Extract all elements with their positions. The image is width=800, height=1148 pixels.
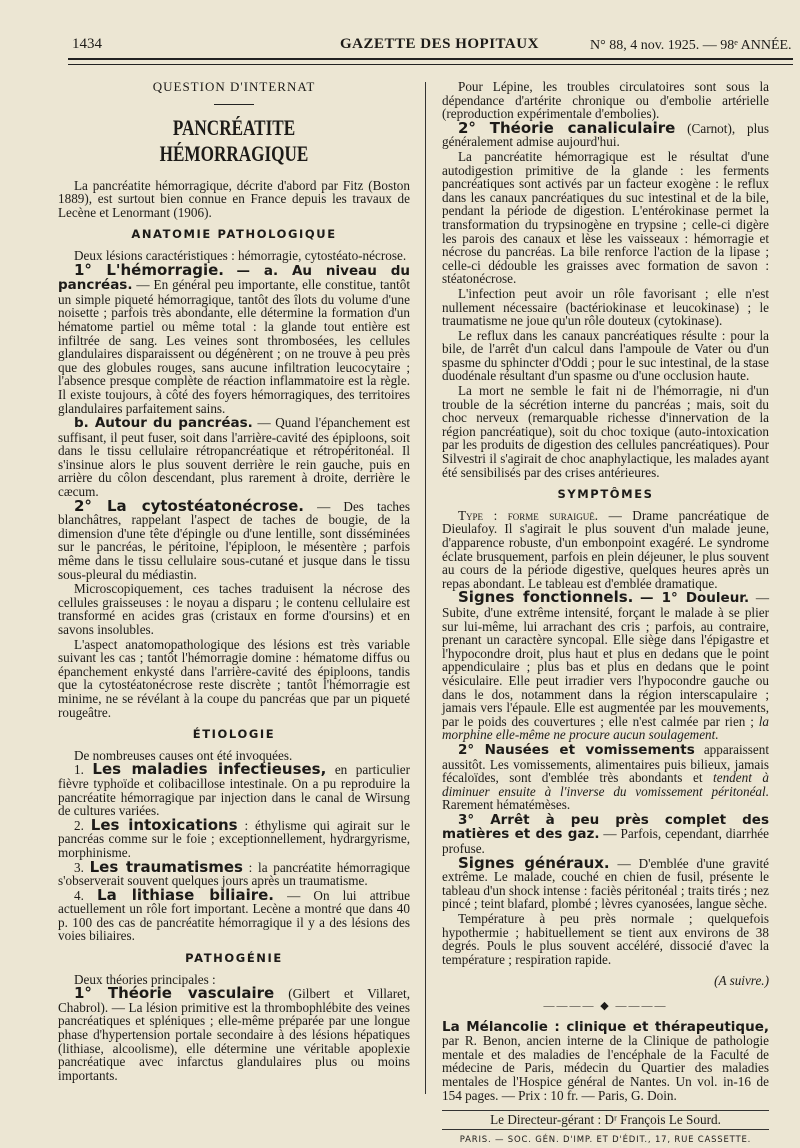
column-divider (425, 82, 426, 1094)
section-heading: SYMPTÔMES (557, 487, 654, 502)
paragraph (442, 509, 769, 591)
paragraph: Le reflux dans les canaux pancréatiques résulte : pour la bile, de l'arrêt d'un calcul dans l'ampoule de Vater ou d'un spasme du sphincter d'Oddi ; pour le suc intestinal, de la stase duodénale résultant d'un spasme ou d'une occlusion haute. (442, 327, 769, 384)
paragraph (442, 853, 769, 912)
subheading: 2° Nausées et vomissements (458, 741, 695, 758)
ornament-divider: ———— ◆ ———— (543, 1000, 668, 1012)
header-rule (68, 58, 793, 60)
paragraph: Deux théories principales : (74, 971, 216, 987)
subheading: 1° L'hémorragie. (74, 260, 224, 279)
paragraph (442, 743, 769, 812)
paragraph: La pancréatite hémorragique est le résultat d'une autodigestion primitive de la glande : les ferments pancréatiques sont activés par un facteur exogène : le reflux dans les canaux pancréatiques du suc intestinal et de la bile, pendant la période de digestion. L'entérokinase permet la transformation du trypsinogène en trypsine ; celle-ci digère les parois des canaux et lèse les vaisseaux : hémorragie et nécrose du pancréas. La bile renforce l'action de la lipase ; celle-ci dédouble les graisses avec formation de savon : stéatonécrose. (442, 148, 769, 287)
section-heading: ANATOMIE PATHOLOGIQUE (131, 227, 337, 242)
paragraph (442, 588, 770, 743)
issue-info: N° 88, 4 nov. 1925. — 98ᵉ ANNÉE. (590, 38, 792, 53)
left-column (58, 80, 410, 1083)
subheading: La lithiase biliaire. (97, 885, 274, 904)
journal-title: GAZETTE DES HOPITAUX (340, 36, 539, 52)
paragraph: Microscopiquement, ces taches traduisent la nécrose des cellules graisseuses : le noyau a disparu ; le contenu cellulaire est transformé en acides gras (cristaux en forme d'oursins) et en savons insolubles. (58, 581, 410, 637)
director-line: Le Directeur-gérant : Dʳ François Le Sourd. (442, 1110, 769, 1130)
paragraph: Pour Lépine, les troubles circulatoires sont sous la dépendance d'artérite chronique ou d'embolie artérielle (reproduction expérimentale d'embolies). (442, 79, 769, 122)
paragraph-text: — D'emblée d'une gravité extrême. Le malade, couché en chien de fusil, présente le tableau d'un shock intense : faciès péritonéal ; traits tirés ; nez pincé ; teint blafard, plombé ; lèvres cyanosées, langue sèche. (442, 855, 769, 912)
paragraph-text: : la pancréatite hémorragique s'observerait souvent quelques jours après un traumatisme. (58, 859, 411, 889)
paragraph: Deux lésions caractéristiques : hémorragie, cytostéato-nécrose. (74, 247, 407, 263)
section-heading: PATHOGÉNIE (185, 951, 283, 966)
subheading: Type : forme suraiguë. (458, 507, 599, 523)
item-number: 3. (74, 859, 84, 875)
item-number: 1. (74, 762, 84, 778)
to-be-continued: (A suivre.) (714, 973, 769, 989)
subheading: 1° Théorie vasculaire (74, 984, 275, 1003)
paragraph-text: — Des taches blanchâtres, rappelant l'aspect de taches de bougie, de la dimension d'une tête d'épingle ou d'une lentille, sont disséminées sur le pancréas, le péritoine, l'épiploon, le mésentère ; parfois même dans le tissu cellulaire sous-cutané et jusque dans le tissu sous-pleural du médiastin. (58, 498, 410, 582)
subheading: 2° La cytostéatonécrose. (74, 496, 304, 515)
item-number: 2. (74, 817, 84, 833)
subheading: 3° Arrêt à peu près complet des matières et des gaz. (442, 811, 769, 843)
paragraph: Température à peu près normale ; quelquefois hypothermie ; habituellement se tient aux environs de 38 degrés. Pouls le plus souvent accéléré, dissocié d'avec la température ; respiration rapide. (442, 911, 769, 967)
paragraph-text: — On lui attribue actuellement un rôle fort important. Lecène a montré que dans 40 p. 100 des cas de pancréatite hémorragique il y a des lésions des voies biliaires. (58, 887, 410, 944)
article-title: PANCRÉATITE HÉMORRAGIQUE (159, 114, 309, 166)
italic-text: la morphine elle-même ne procure aucun soulagement. (442, 713, 770, 743)
printer-line: PARIS. — SOC. GÉN. D'IMP. ET D'ÉDIT., 17, RUE CASSETTE. (459, 1134, 752, 1145)
paragraph (58, 260, 411, 416)
paragraph-text: en particulier fièvre typhoïde et colibacillose intestinale. On a pu reproduire la pancréatite hémorragique par injection dans le canal de Wirsung de cultures variées. (58, 762, 410, 819)
italic-text: tendent à diminuer ensuite à l'inverse du vomissement péritonéal. (442, 770, 769, 799)
intro-paragraph: La pancréatite hémorragique, décrite d'abord par Fitz (Boston 1889), est surtout bien connue en France depuis les travaux de Lecène et Lenormant (1906). (58, 177, 410, 220)
header-rule-thin (68, 64, 793, 65)
list-item (58, 815, 411, 860)
paragraph-text: — Subite, d'une extrême intensité, forçant le malade à se plier sur lui-même, lui arrachant des cris ; parfois, au contraire, prenant un caractère syncopal. Elle siège dans l'épigastre et l'hypocondre droit, plus haut et plus en dedans que le point appendiculaire ; plus bas et plus en dedans que le point vésiculaire. Elle peut irradier vers l'hypocondre gauche ou dans le dos, notamment dans la région interscapulaire ; jamais vers l'épaule. Elle est augmentée par les mouvements, par le poids des couvertures ; elle n'est calmée par rien ; (442, 590, 770, 729)
paragraph (58, 496, 410, 582)
paragraph: L'infection peut avoir un rôle favorisant ; elle n'est nullement nécessaire (bactériokinase et leucokinase) ; le traumatisme ne joue qu'un rôle douteux (cytokinase). (442, 285, 769, 329)
title-rule (214, 104, 254, 105)
paragraph-text: — Drame pancréatique de Dieulafoy. Il s'agirait le plus souvent d'un malade jeune, d'apparence robuste, d'un embonpoint exagéré. Le syndrome éclate brusquement, parfois en plein déjeuner, le plus souvent au cours de la période digestive, quelques heures après un repas abondant. Le tableau est d'emblée dramatique. (442, 507, 770, 591)
paragraph-text: par R. Benon, ancien interne de la Clinique de pathologie mentale et des maladies de l'encéphale de la Faculté de médecine de Paris, médecin du Quartier des maladies mentales de l'Hospice général de Nantes. Un vol. in-16 de 154 pages. — Prix : 10 fr. — Paris, G. Doin. (442, 1033, 769, 1103)
subheading: Les maladies infectieuses, (92, 760, 327, 779)
page-number: 1434 (72, 36, 102, 52)
subheading: Les intoxications (90, 815, 238, 834)
paragraph-text: — En général peu importante, elle constitue, tantôt un simple piqueté hémorragique, tantôt des îlots du volume d'une noisette ; parfois très abondante, elle détermine la formation d'un hématome partiel ou même total : la glande tout entière est infiltrée de sang. Les veines sont thrombosées, les cellules glandulaires disparaissent ou dégénèrent ; on ne trouve à peu près que des globules rouges, sans aucune infiltration leucocytaire ; l'absence presque complète de réaction inflammatoire est la règle. Il existe toujours, à côté des foyers hémorragiques, des territoires glandulaires parfaitement sains. (58, 277, 410, 416)
list-item (58, 857, 411, 889)
paragraph-text: — Parfois, cependant, diarrhée profuse. (442, 826, 769, 857)
paragraph (58, 416, 410, 499)
section-kicker: QUESTION D'INTERNAT (152, 79, 316, 94)
item-number: 4. (74, 887, 84, 903)
book-title: La Mélancolie : clinique et thérapeutique, (442, 1018, 769, 1035)
subheading: — a. Au niveau du pancréas. (58, 262, 411, 294)
paragraph: L'aspect anatomopathologique des lésions est très variable suivant les cas ; tantôt l'hémorragie domine : hématome diffus ou épanchement enkysté dans l'arrière-cavité des épiploons, tandis que la cytostéatonécrose reste discrète ; tantôt l'hémorragie est minime, ne se révélant à la coupe du pancréas que par un piqueté rougeâtre. (58, 636, 410, 720)
paragraph-text: : éthylisme qui agirait sur le pancréas comme sur le foie ; exceptionnellement, hydrargyrisme, morphinisme. (58, 817, 411, 860)
paragraph (442, 118, 769, 150)
paragraph (442, 813, 769, 856)
paragraph (58, 984, 410, 1083)
list-item (58, 885, 410, 944)
subheading: Signes généraux. (458, 853, 610, 872)
paragraph-text: (Gilbert et Villaret, Chabrol). — La lésion primitive est la thrombophlébite des veines pancréatiques et spléniques ; elle-même préparée par une longue phase d'hypertension portale secondaire à des lésions hépatiques (lithiase, alcoolisme), elle détermine une véritable apoplexie pancréatique avec infarctus glandulaires plus ou moins importants. (58, 986, 410, 1083)
section-heading: ÉTIOLOGIE (192, 727, 276, 742)
subheading: Signes fonctionnels. (458, 588, 634, 607)
paragraph-text: — Quand l'épanchement est suffisant, il peut fuser, soit dans l'arrière-cavité des épiploons, soit dans le tissu cellulaire rétropancréatique et rétropéritonéal. Il s'insinue alors le plus souvent derrière le rein gauche, puis en arrière du côlon descendant, plus rarement à droite, derrière le cæcum. (58, 415, 410, 500)
paragraph-text: apparaissent aussitôt. Les vomissements, alimentaires puis bilieux, jamais fécaloïdes, sont d'emblée très abondants et (442, 741, 769, 786)
paragraph: De nombreuses causes ont été invoquées. (74, 747, 293, 763)
page-header (0, 32, 800, 68)
book-notice (442, 1020, 769, 1103)
right-column (442, 80, 769, 1148)
subheading: Les traumatismes (89, 857, 243, 876)
subheading: 2° Théorie canaliculaire (458, 118, 676, 137)
paragraph-text: Rarement hématémèses. (442, 797, 571, 813)
paragraph-text: (Carnot), plus généralement admise aujourd'hui. (442, 120, 769, 150)
subheading: b. Autour du pancréas. (74, 415, 253, 432)
list-item (58, 760, 410, 819)
paragraph: La mort ne semble le fait ni de l'hémorragie, ni d'un trouble de la sécrétion interne du pancréas ; mais, soit du choc nerveux (remarquable richesse d'innervation de la région pancréatique), soit du choc toxique (auto-intoxication par les produits de digestion des cellules pancréatiques). Pour Silvestri il s'agirait de choc anaphylactique, les malades ayant été sensibilisés par des crises antérieures. (442, 383, 769, 480)
subheading: — 1° Douleur. (640, 590, 750, 607)
